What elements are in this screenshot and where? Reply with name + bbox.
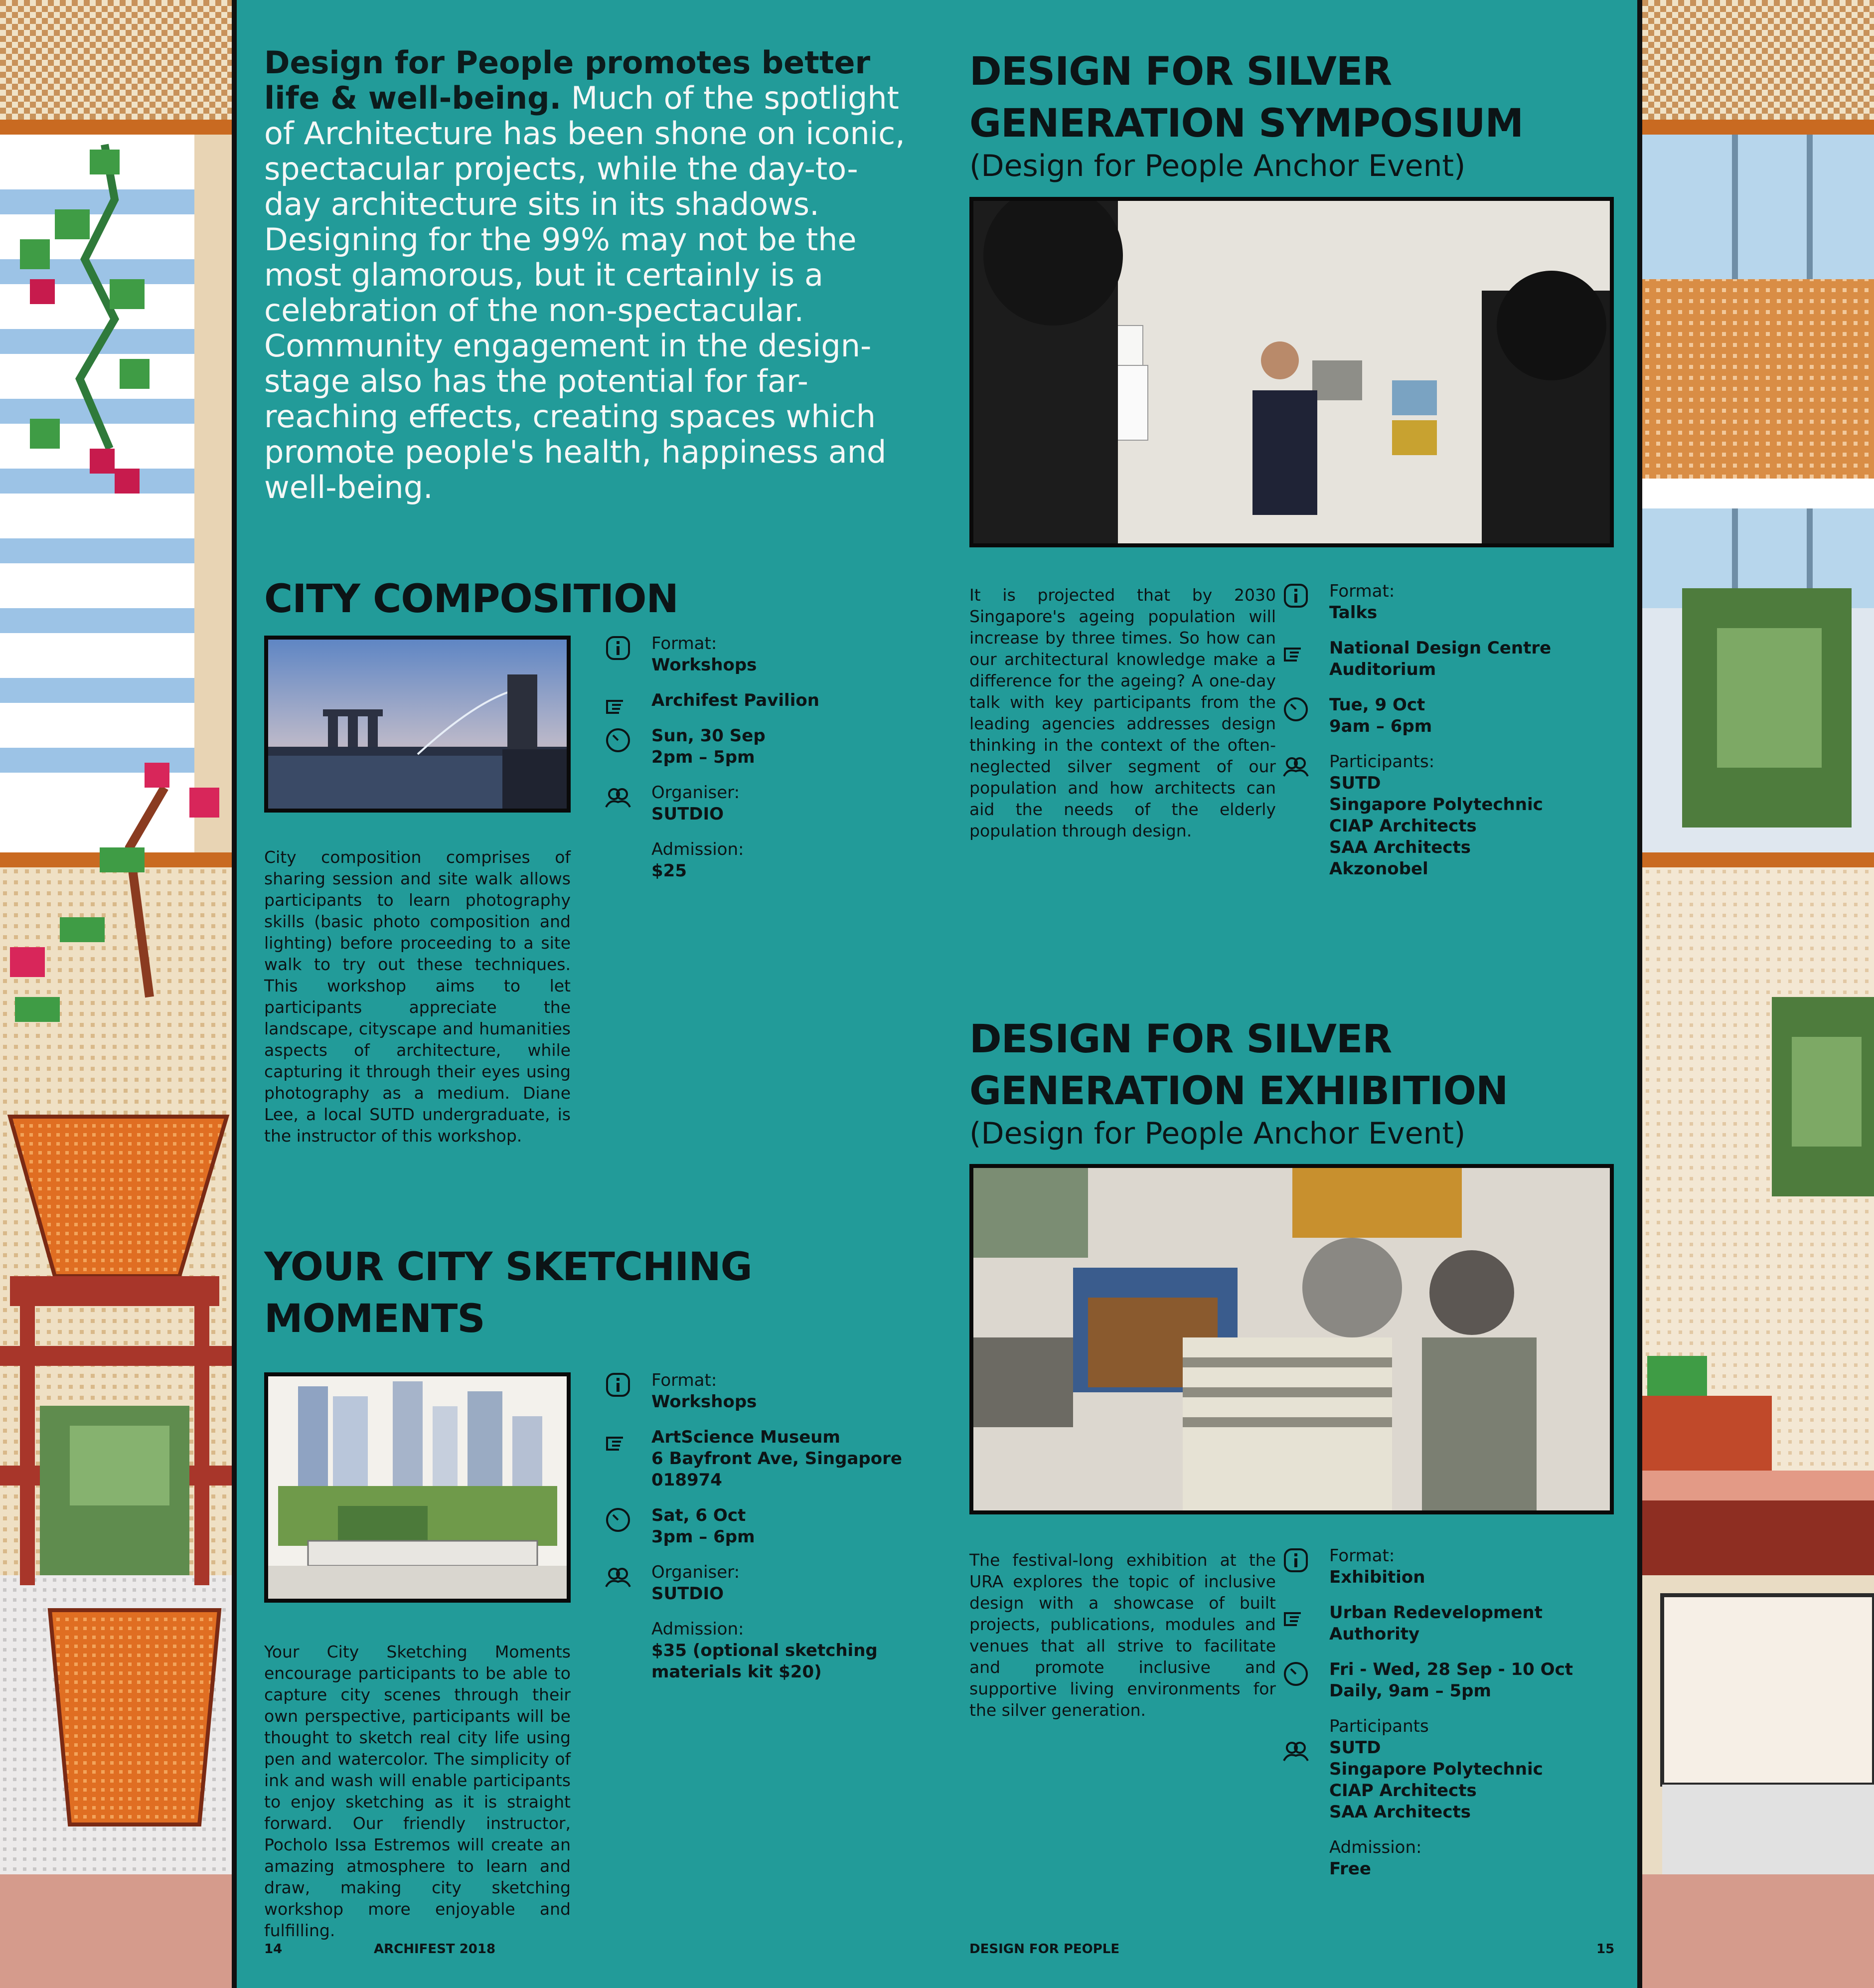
sketching-title-line1: YOUR CITY SKETCHING [264, 1245, 752, 1290]
format-value: Exhibition [1329, 1567, 1425, 1587]
venue-line2: Auditorium [1329, 660, 1436, 679]
exhibition-photo [969, 1164, 1614, 1514]
clock-icon [603, 725, 633, 755]
date: Sat, 6 Oct [651, 1505, 746, 1525]
format-row [1281, 581, 1630, 624]
city-composition-photo [264, 636, 571, 813]
organiser-row [603, 1562, 952, 1605]
symposium-details [1281, 581, 1630, 894]
venue-row [1281, 1602, 1630, 1645]
date-row [1281, 694, 1630, 737]
intro-paragraph [264, 45, 912, 505]
venue: Archifest Pavilion [651, 690, 819, 710]
exhibition-subtitle: (Design for People Anchor Event) [969, 1116, 1466, 1151]
venue: Urban Redevelopment Authority [1329, 1603, 1543, 1644]
participant-item: Singapore Polytechnic [1329, 795, 1543, 815]
venue-line1: National Design Centre [1329, 638, 1552, 658]
pointing-hand-icon [1281, 638, 1311, 667]
exhibition-title-line1: DESIGN FOR SILVER [969, 1017, 1392, 1062]
admission-value: $25 [651, 861, 687, 881]
pixel-art-left [0, 0, 232, 1988]
format-label: Format: [1329, 1546, 1395, 1566]
sketching-photo [264, 1372, 571, 1603]
participants-row [1281, 1716, 1630, 1823]
participant-item: SUTD [1329, 1738, 1381, 1758]
venue-row [1281, 638, 1630, 680]
sketching-description: Your City Sketching Moments encourage participants to be able to capture city scenes through their own perspective, participants will be thought to sketch real city life using pen and watercolor. The simplicity of ink and wash will enable participants to enjoy sketching as it is straight forward. Our friendly instructor, Pocholo Issa Estremos will create an amazing atmosphere to learn and draw, making city sketching workshop more enjoyable and fulfilling. [264, 1642, 571, 1940]
format-row [1281, 1545, 1630, 1588]
people-icon [1281, 1736, 1311, 1766]
info-icon [603, 1370, 633, 1400]
organiser: SUTDIO [651, 1584, 724, 1604]
intro-bold-lead: Design for People promotes better life & well-being. [264, 44, 871, 116]
participant-item: Akzonobel [1329, 859, 1428, 879]
page-number-right: 15 [1596, 1942, 1615, 1957]
venue-row [603, 690, 952, 711]
clock-icon [603, 1505, 633, 1535]
info-icon [1281, 581, 1311, 611]
admission-block [603, 839, 952, 882]
participant-item: SUTD [1329, 773, 1381, 793]
sketching-title [264, 1241, 862, 1345]
people-icon [603, 782, 633, 812]
time: 3pm – 6pm [651, 1527, 755, 1547]
symposium-photo [969, 197, 1614, 547]
admission-block [603, 1619, 952, 1683]
right-pixel-illustration [1642, 0, 1874, 1988]
admission-line1: $35 (optional sketching [651, 1641, 878, 1660]
pointing-hand-icon [603, 1427, 633, 1457]
date: Tue, 9 Oct [1329, 695, 1425, 715]
time: 2pm – 5pm [651, 747, 755, 767]
exhibition-title-line2: GENERATION EXHIBITION [969, 1069, 1508, 1114]
symposium-subtitle: (Design for People Anchor Event) [969, 149, 1466, 183]
intro-text: Much of the spotlight of Architecture has been shone on iconic, spectacular projects, while the day-to-day architecture sits in its shadows. Designing for the 99% may not be the most glamorous, but it certainly is a celebration of the non-spectacular. Community engagement in the design-stage also has the potential for far-reaching effects, creating spaces which promote people's health, happiness and well-being. [264, 80, 905, 505]
sketching-details [603, 1370, 952, 1683]
venue-row [603, 1427, 952, 1491]
participant-item: SAA Architects [1329, 1802, 1471, 1822]
participant-item: CIAP Architects [1329, 1781, 1477, 1801]
organiser: SUTDIO [651, 804, 724, 824]
people-icon [1281, 751, 1311, 781]
exhibition-title [969, 1013, 1617, 1117]
admission-label: Admission: [1329, 1837, 1422, 1857]
format-row [603, 1370, 952, 1413]
participants-row [1281, 751, 1630, 880]
time: 9am – 6pm [1329, 716, 1432, 736]
organiser-label: Organiser: [651, 1562, 740, 1582]
pointing-hand-icon [603, 690, 633, 720]
symposium-description: It is projected that by 2030 Singapore's ageing population will increase by three times. So how can our architectural knowledge make a difference for the ageing? A one-day talk with key participants from the leading agencies addresses design thinking in the context of the often-neglected silver segment of our population and how architects can aid the needs of the elderly population through design. [969, 585, 1276, 840]
pixel-art-right [1642, 0, 1874, 1988]
pointing-hand-icon [1281, 1602, 1311, 1632]
format-value: Talks [1329, 603, 1378, 623]
time: Daily, 9am – 5pm [1329, 1681, 1491, 1701]
participants-label: Participants [1329, 1716, 1429, 1736]
left-pixel-illustration [0, 0, 232, 1988]
talk-photo [973, 201, 1610, 544]
city-composition-details [603, 633, 952, 882]
clock-icon [1281, 1659, 1311, 1689]
symposium-title [969, 46, 1617, 150]
info-icon [1281, 1545, 1311, 1575]
format-value: Workshops [651, 655, 757, 675]
admission-label: Admission: [651, 839, 744, 859]
format-label: Format: [651, 634, 717, 654]
date: Sun, 30 Sep [651, 726, 766, 746]
admission-block [1281, 1837, 1630, 1880]
venue-line2: 6 Bayfront Ave, Singapore 018974 [651, 1449, 902, 1490]
page-number-left: 14 [264, 1942, 283, 1957]
clock-icon [1281, 694, 1311, 724]
people-icon [603, 1562, 633, 1592]
city-composition-description: City composition comprises of sharing session and site walk allows participants to learn photography skills (basic photo composition and lighting) before proceeding to a site walk to try out these techniques. This workshop aims to let participants appreciate the landscape, cityscape and humanities aspects of architecture, while capturing it through their eyes using photography as a medium. Diane Lee, a local SUTD undergraduate, is the instructor of this workshop. [264, 847, 571, 1146]
brochure-spread [232, 0, 1642, 1988]
date: Fri - Wed, 28 Sep - 10 Oct [1329, 1659, 1573, 1679]
date-row [1281, 1659, 1630, 1702]
venue-line1: ArtScience Museum [651, 1427, 840, 1447]
format-label: Format: [651, 1370, 717, 1390]
participant-item: SAA Architects [1329, 837, 1471, 857]
organiser-row [603, 782, 952, 825]
date-row [603, 725, 952, 768]
watercolor-sketch [268, 1376, 567, 1599]
marina-bay-photo [268, 640, 567, 809]
format-row [603, 633, 952, 676]
participant-item: CIAP Architects [1329, 816, 1477, 836]
format-value: Workshops [651, 1392, 757, 1412]
exhibition-visitors-photo [973, 1168, 1610, 1511]
footer-left-title: ARCHIFEST 2018 [374, 1942, 496, 1957]
format-label: Format: [1329, 581, 1395, 601]
admission-line2: materials kit $20) [651, 1662, 822, 1682]
symposium-title-line2: GENERATION SYMPOSIUM [969, 101, 1524, 146]
admission-label: Admission: [651, 1619, 744, 1639]
footer-right-title: DESIGN FOR PEOPLE [969, 1942, 1120, 1957]
admission-value: Free [1329, 1859, 1371, 1879]
participants-label: Participants: [1329, 752, 1435, 772]
city-composition-title: CITY COMPOSITION [264, 577, 678, 622]
symposium-title-line1: DESIGN FOR SILVER [969, 49, 1392, 94]
exhibition-description: The festival-long exhibition at the URA explores the topic of inclusive design with a showcase of built projects, publications, modules and venues that all strive to facilitate and promote inclusive and supportive living environments for the silver generation. [969, 1550, 1276, 1720]
participant-item: Singapore Polytechnic [1329, 1759, 1543, 1779]
organiser-label: Organiser: [651, 783, 740, 803]
date-row [603, 1505, 952, 1548]
sketching-title-line2: MOMENTS [264, 1297, 485, 1341]
info-icon [603, 633, 633, 663]
exhibition-details [1281, 1545, 1630, 1880]
